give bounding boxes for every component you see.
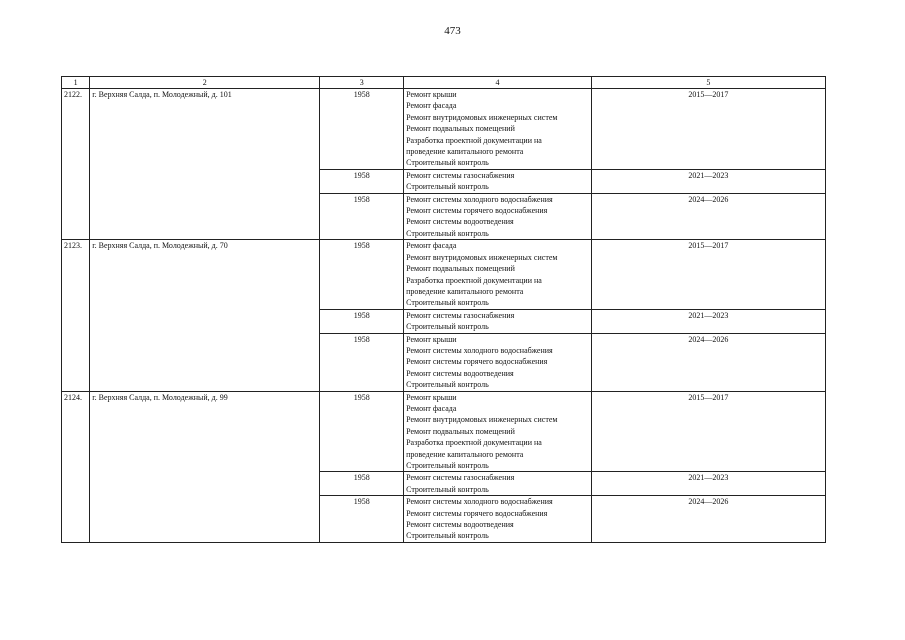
- repair-period: 2021—2023: [591, 169, 825, 193]
- header-col-4: 4: [404, 77, 592, 89]
- work-item: Ремонт системы газоснабжения: [406, 310, 515, 320]
- work-item: Строительный контроль: [406, 182, 489, 192]
- work-item: Строительный контроль: [406, 380, 489, 390]
- works-list: [404, 309, 592, 333]
- work-item: Ремонт фасада: [406, 101, 457, 111]
- commission-year: 1958: [320, 309, 404, 333]
- table-row: [62, 240, 826, 309]
- object-address: г. Верхняя Салда, п. Молодежный, д. 70: [90, 240, 320, 391]
- work-item: Ремонт системы холодного водоснабжения: [406, 194, 553, 204]
- work-item: проведение капитального ремонта: [406, 147, 524, 157]
- commission-year: 1958: [320, 193, 404, 240]
- object-address: г. Верхняя Салда, п. Молодежный, д. 99: [90, 391, 320, 542]
- work-item: Строительный контроль: [406, 228, 489, 238]
- works-list: [404, 496, 592, 543]
- header-col-3: 3: [320, 77, 404, 89]
- work-item: Ремонт подвальных помещений: [406, 124, 515, 134]
- work-item: Ремонт фасада: [406, 241, 457, 251]
- work-item: Ремонт внутридомовых инженерных систем: [406, 415, 558, 425]
- work-item: Ремонт системы водоотведения: [406, 217, 514, 227]
- work-item: проведение капитального ремонта: [406, 449, 524, 459]
- repair-period: 2021—2023: [591, 472, 825, 496]
- work-item: Ремонт внутридомовых инженерных систем: [406, 252, 558, 262]
- work-item: Строительный контроль: [406, 484, 489, 494]
- object-number: 2124.: [62, 391, 90, 542]
- repair-period: 2015—2017: [591, 89, 825, 170]
- repair-period: 2024—2026: [591, 496, 825, 543]
- repair-period: 2015—2017: [591, 240, 825, 309]
- work-item: Ремонт системы горячего водоснабжения: [406, 357, 548, 367]
- commission-year: 1958: [320, 391, 404, 472]
- work-item: Ремонт подвальных помещений: [406, 426, 515, 436]
- commission-year: 1958: [320, 496, 404, 543]
- repair-period: 2021—2023: [591, 309, 825, 333]
- object-address: г. Верхняя Салда, п. Молодежный, д. 101: [90, 89, 320, 240]
- commission-year: 1958: [320, 333, 404, 391]
- work-item: Разработка проектной документации на: [406, 275, 542, 285]
- work-item: Ремонт внутридомовых инженерных систем: [406, 112, 558, 122]
- work-item: Ремонт крыши: [406, 392, 457, 402]
- work-item: Строительный контроль: [406, 298, 489, 308]
- commission-year: 1958: [320, 240, 404, 309]
- object-number: 2122.: [62, 89, 90, 240]
- work-item: Ремонт крыши: [406, 90, 457, 99]
- header-col-1: 1: [62, 77, 90, 89]
- repair-period: 2024—2026: [591, 193, 825, 240]
- object-number: 2123.: [62, 240, 90, 391]
- works-list: [404, 169, 592, 193]
- repair-period: 2024—2026: [591, 333, 825, 391]
- table-body: [62, 89, 826, 543]
- commission-year: 1958: [320, 89, 404, 170]
- work-item: Ремонт системы газоснабжения: [406, 473, 515, 483]
- work-item: Строительный контроль: [406, 531, 489, 541]
- works-list: [404, 89, 592, 170]
- work-item: Ремонт системы горячего водоснабжения: [406, 206, 548, 216]
- header-row: [62, 77, 826, 89]
- work-item: Ремонт системы водоотведения: [406, 520, 514, 530]
- work-item: Ремонт системы водоотведения: [406, 368, 514, 378]
- work-item: Ремонт системы холодного водоснабжения: [406, 345, 553, 355]
- table-row: [62, 89, 826, 170]
- repair-period: 2015—2017: [591, 391, 825, 472]
- works-list: [404, 193, 592, 240]
- work-item: Ремонт системы горячего водоснабжения: [406, 508, 548, 518]
- header-col-5: 5: [591, 77, 825, 89]
- works-list: [404, 391, 592, 472]
- work-item: Ремонт системы холодного водоснабжения: [406, 497, 553, 507]
- work-item: Ремонт фасада: [406, 403, 457, 413]
- capital-repair-table: [61, 76, 826, 543]
- page-number: 473: [444, 25, 461, 37]
- table-header: [62, 77, 826, 89]
- work-item: Ремонт подвальных помещений: [406, 264, 515, 274]
- works-list: [404, 472, 592, 496]
- work-item: Строительный контроль: [406, 461, 489, 470]
- work-item: Разработка проектной документации на: [406, 438, 542, 448]
- works-list: [404, 240, 592, 309]
- work-item: Ремонт крыши: [406, 334, 457, 344]
- work-item: Разработка проектной документации на: [406, 135, 542, 145]
- commission-year: 1958: [320, 472, 404, 496]
- table-row: [62, 391, 826, 472]
- header-col-2: 2: [90, 77, 320, 89]
- work-item: Строительный контроль: [406, 322, 489, 332]
- work-item: Ремонт системы газоснабжения: [406, 170, 515, 180]
- works-list: [404, 333, 592, 391]
- work-item: проведение капитального ремонта: [406, 286, 524, 296]
- commission-year: 1958: [320, 169, 404, 193]
- work-item: Строительный контроль: [406, 158, 489, 168]
